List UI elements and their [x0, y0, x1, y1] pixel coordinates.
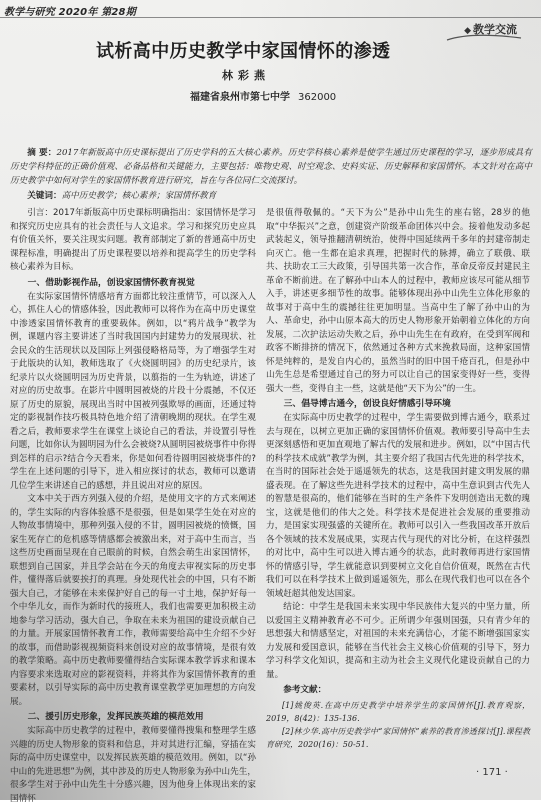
abstract-text: 2017年新版高中历史课标提出了历史学科的五大核心素养。历史学科核心素养是使学生通过历史课程的学习，逐步形成具有历史学科特征的正确价值观、必备品格和关键能力，主要包括：唯物史观、时空观念、史料实证、历史解释和家国情怀。本文针对在高中历史教学中如何对学生的家国情怀教育进行研究，旨在与各位同仁交流探讨。	[10, 148, 532, 186]
keywords	[10, 189, 532, 203]
decorative-swoosh-icon	[445, 33, 523, 43]
diamond-icon: ◆	[464, 26, 471, 36]
paper-title: 试析高中历史教学中家国情怀的渗透	[96, 41, 391, 62]
body-paragraph: 实际高中历史教学的过程中，教师要懂得搜集和整理学生感兴趣的历史人物形象的资料和信息，并对其进行汇编，穿插在实际的高中历史课堂中，以发挥民族英雄的模范效用。例如，以“孙中山的先进思想”为例，其中涉及的历史人物形象为孙中山先生，很多学生对于孙中山先生十分感兴趣，因为他身上体现出来的家国情怀	[10, 726, 256, 804]
postcode: 362000	[298, 92, 337, 103]
body-paragraph: 文本中关于西方列强入侵的介绍，是使用文字的方式来阐述的，学生实际的内容体验感不是很强，但是如果学生处在对应的人物故事情境中，那种列强入侵的不甘，圆明园被烧的愤慨，国家生死存亡的危机感等情感都会被激出来，对于高中生而言，当这些历史画面呈现在自己眼前的时候，自然会萌生出家国情怀，联想到自己国家，并且学会站在今天的角度去审视实际的历史事件，懂得落后就要挨打的真理。身处现代社会的中国，只有不断强大自己，才能够在未来保护好自己的每一寸土地，保护好每一个中华儿女，而作为新时代的接班人，我们也需要更加积极主动地参与学习活动，强大自己，争取在未来为祖国的建设贡献自己的力量。开展家国情怀教育工作，教师需要给高中生介绍不少好的故事，而借助影视视频资料来创设对应的故事情境，是很有效的教学策略。高中历史教师要懂得结合实际课本教学诉求和课本内容要求来选取对应的影视资料，并将其作为家国情怀教育的重要素材，以引导实际的高中历史教育课堂教学更加理想的方向发展。	[10, 494, 256, 707]
affiliation	[190, 88, 336, 103]
section-heading-2: 二、援引历史形象，发挥民族英雄的模范效用	[27, 712, 204, 722]
conclusion-paragraph: 结论：中学生是我国未来实现中华民族伟大复兴的中坚力量，所以爱国主义精神教育必不可少。正所谓少年强则国强，只有青少年的思想强大和情感坚定，对祖国的未来充满信心，才能不断增强国家实力发展和爱国意识，能够在当代社会主义核心价值观的引导下，努力学习科学文化知识，提高和主动为社会主义现代化建设贡献自己的力量。	[266, 602, 530, 680]
body-paragraph: 在实际家国情怀情感培育方面都比较注重情节，可以深入人心，抓住人心的情感体验，因此教师可以将作为在高中历史课堂中渗透家国情怀教育的重要载体。例如，以“鸦片战争”教学为例，课题内容主要讲述了当时我国国内封建势力的发展现状、社会民众的生活现状以及国际上列强侵略格局等，为了增强学生对于此版块的认知，教师选取了《火烧圆明园》的历史纪录片，该纪录片以火烧圆明园为历史背景，以翦指的一生为轨迹，讲述了对应的历史故事。在影片中圆明园被烧的片段十分震撼，不仅还原了历史的原貌，展现出当时中国被列强欺辱的画面，还通过特定的影视制作技巧极具特色地介绍了清朝晚期的现状。在学生观看之后，教师要求学生在课堂上谈论自己的看法，并设置引导性问题，比如你认为圆明园为什么会被烧?从圆明园被烧事件中你得到怎样的启示?结合今天看来，你是如何看待圆明园被烧事件的?学生在上述问题的引导下，进入相应探讨的状态，教师可以邀请几位学生来讲述自己的感想，并且说出对应的原因。	[10, 291, 256, 491]
header-rule	[0, 17, 541, 18]
affiliation-name: 福建省泉州市第七中学	[190, 92, 290, 103]
journal-header: 教学与研究 2020年 第28期	[4, 7, 136, 18]
page-number: · 171 ·	[476, 767, 508, 778]
left-column	[10, 207, 256, 804]
section-label-text: 教学交流	[473, 23, 517, 36]
section-heading-1: 一、借助影视作品，创设家国情怀教育视觉	[27, 277, 195, 288]
reference-item: [2]林少华.高中历史教学中“家国情怀”素养的教育渗透探讨[J].课程教育研究，2020(16)：50-51.	[266, 726, 530, 749]
intro-paragraph: 引言：2017年新版高中历史课标明确指出：家国情怀是学习和探究历史应具有的社会责任与人文追求。学习和探究历史应具有价值关怀，要关注现实问题。教育部制定了新的普通高中历史课程标准，明确提出了历史课程要以培养和提高学生的历史学科核心素养为目标。	[10, 208, 256, 272]
abstract	[10, 146, 532, 188]
keywords-text: 高中历史教学；核心素养；家国情怀教育	[61, 191, 217, 201]
section-heading-3: 三、倡导博古通今，创设良好情感引导环境	[283, 399, 451, 409]
references-heading: 参考文献：	[283, 685, 327, 695]
keywords-label: 关键词：	[27, 191, 62, 201]
reference-item: [1]姚俊英.在高中历史教学中培养学生的家国情怀[J].教育观察，2019，8(42)：135-136.	[266, 700, 530, 723]
right-column	[266, 207, 530, 763]
abstract-label: 摘 要：	[27, 148, 57, 158]
author-name: 林彩燕	[222, 69, 270, 82]
body-paragraph-continued: 是很值得敬佩的。“天下为公”是孙中山先生的座右铭，28岁的他取“中华振兴”之意，创建资产阶级革命团体兴中会。接着他发动多起武装起义，领导推翻清朝统治，使得中国延续两千多年的封建帝制走向灭亡。他一生都在追求真理，把握时代的脉搏，确立了联俄、联共、扶助农工三大政策，引导国共第一次合作，革命反帝反封建民主革命不断前进。在了解孙中山本人的过程中，教师应该尽可能从细节入手，讲述更多细节性的故事。能够体现出孙中山先生立体化形象的故事对于高中生的震撼往往更加明显。当高中生了解了孙中山的为人、革命史，孙中山原本高大的历史人物形象开始朝着立体化的方向发展，二次护法运动失败之后，孙中山先生在有政府，在受到军阀和政客不断排挤的情况下，依然通过各种方式来挽救局面，这种家国情怀是纯粹的，是发自内心的，虽然当时的旧中国千疮百孔，但是孙中山先生总是希望通过自己的努力可以让自己的国家变得好一些，变得强大一些，变得自主一些，这就是他“天下为公”的一生。	[266, 208, 530, 394]
body-paragraph: 在实际高中历史教学的过程中，学生需要做到博古通今，联系过去与现在，以树立更加正确的家国情怀价值观。教师要引导高中生去更深刻感悟和更加直观地了解古代的发展和进步。例如，以“中国古代的科学技术成就”教学为例，其主要介绍了我国古代先进的科学技术，在当时的国际社会处于遥遥领先的状态，这是我国封建文明发展的鼎盛表现。在了解这些先进科学技术的过程中，高中生意识到古代先人的智慧是很高的，他们能够在当时的生产条件下发明创造出无数的瑰宝，这就是他们的伟大之处。科学技术是促进社会发展的重要推动力，是国家实现强盛的关键所在。教师可以引入一些我国改革开放后各个领域的技术发展成果，实现古代与现代的对比分析，在这样强烈的对比中，高中生可以进入博古通今的状态，此时教师再进行家国情怀的情感引导，学生就能意识到要树立文化自信价值观，既然在古代我们可以在科学技术上做到遥遥领先，那么在现代我们也可以在各个领域赶超其他发达国家。	[266, 413, 530, 599]
